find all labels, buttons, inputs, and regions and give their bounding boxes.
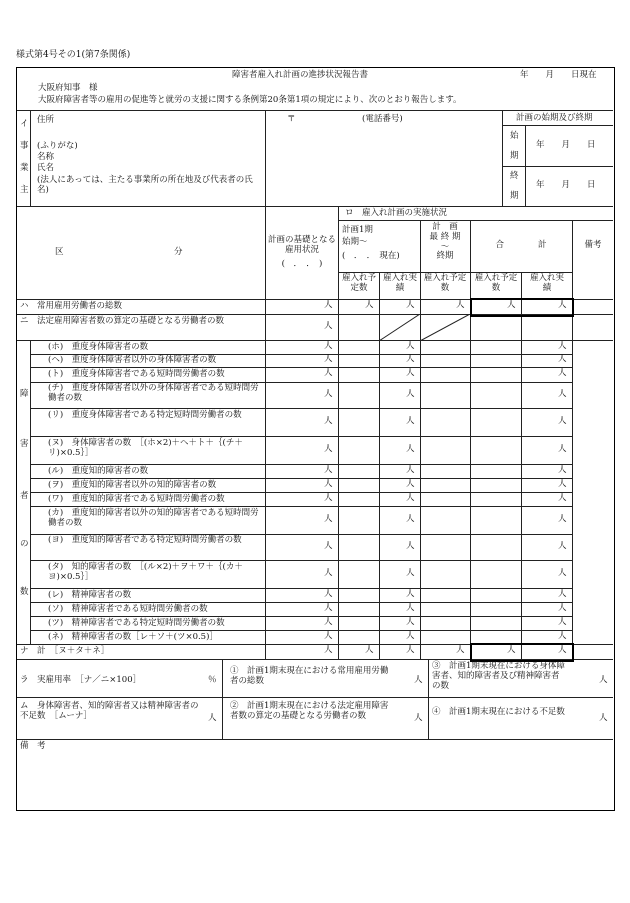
percent-sign: ％ (208, 675, 217, 685)
row-ni-label: ニ 法定雇用障害者数の算定の基礎となる労働者の数 (20, 316, 225, 326)
addressee: 大阪府知事 様 (38, 83, 98, 93)
unit-marker: 人 (324, 479, 333, 489)
unit-marker: 人 (558, 493, 567, 503)
unit-marker: 人 (406, 389, 415, 399)
last-period-header: 計 画 最 終 期 ～ 終期 (429, 222, 461, 262)
q4-unit: 人 (599, 713, 608, 723)
unit-marker: 人 (558, 368, 567, 378)
q3-label: ③ 計画1期末現在における身体障害者、知的障害者及び精神障害者の数 (432, 661, 565, 691)
unit-marker: 人 (406, 354, 415, 364)
date-line: 年 月 日現在 (520, 70, 597, 80)
diagonal-slash-1 (379, 314, 421, 341)
mu-unit: 人 (208, 713, 217, 723)
row-he-label: (ヘ) 重度身体障害者以外の身体障害者の数 (48, 355, 217, 365)
unit-marker: 人 (406, 300, 415, 310)
form-id: 様式第4号その1(第7条関係) (16, 50, 131, 60)
unit-marker: 人 (324, 389, 333, 399)
unit-marker: 人 (406, 416, 415, 426)
side-gyo: 業 (20, 163, 29, 173)
row-nu-label: (ヌ) 身体障害者の数 ［(ホ×2)＋ヘ＋ト＋｛(チ＋リ)×0.5｝］ (48, 438, 243, 458)
unit-marker: 人 (406, 603, 415, 613)
row-to-label: (ト) 重度身体障害者である短時間労働者の数 (48, 369, 225, 379)
unit-marker: 人 (324, 568, 333, 578)
unit-marker: 人 (324, 354, 333, 364)
biko-label: 備 考 (20, 741, 46, 751)
q3-unit: 人 (599, 675, 608, 685)
planned-col-3: 雇入れ予定数 (474, 273, 518, 293)
unit-marker: 人 (324, 341, 333, 351)
unit-marker: 人 (507, 645, 516, 655)
unit-marker: 人 (406, 341, 415, 351)
row-ru-label: (ル) 重度知的障害者の数 (48, 466, 149, 476)
period-header: 計画の始期及び終期 (516, 113, 593, 123)
postal-mark: 〒 (287, 114, 296, 124)
row-ka-label: (カ) 重度知的障害者以外の知的障害者である短時間労働者の数 (48, 508, 259, 528)
unit-marker: 人 (406, 631, 415, 641)
side-i: イ (20, 119, 29, 129)
start-label-1: 始 (510, 131, 519, 141)
unit-marker: 人 (406, 568, 415, 578)
unit-marker: 人 (406, 444, 415, 454)
planned-col-1: 雇入れ予定数 (341, 273, 376, 293)
page-title: 障害者雇入れ計画の進捗状況報告書 (232, 70, 369, 80)
row-ne-label: (ネ) 精神障害者の数［レ＋ソ＋(ツ×0.5)］ (48, 632, 218, 642)
side-sho: 障 (20, 389, 29, 399)
row-ho-label: (ホ) 重度身体障害者の数 (48, 342, 149, 352)
row-re-label: (レ) 精神障害者の数 (48, 590, 132, 600)
end-label-2: 期 (510, 191, 519, 201)
side-gai: 害 (20, 439, 29, 449)
unit-marker: 人 (406, 541, 415, 551)
status-header: ロ 雇入れ計画の実施状況 (345, 208, 448, 218)
person-name-label: 氏名 (37, 163, 55, 173)
row-wa-label: (ワ) 重度知的障害者である短時間労働者の数 (48, 494, 225, 504)
row-chi-label: (チ) 重度身体障害者以外の身体障害者である短時間労働者の数 (48, 383, 259, 403)
unit-marker: 人 (558, 444, 567, 454)
unit-marker: 人 (365, 300, 374, 310)
q4-label: ④ 計画1期末現在における不足数 (432, 707, 565, 717)
side-ji: 事 (20, 141, 29, 151)
unit-marker: 人 (558, 541, 567, 551)
unit-marker: 人 (558, 341, 567, 351)
unit-marker: 人 (558, 416, 567, 426)
unit-marker: 人 (324, 493, 333, 503)
basis-date: ( ． ． ) (281, 259, 323, 269)
ra-label: ラ 実雇用率 ［ナ／ニ×100］ (20, 675, 142, 685)
unit-marker: 人 (324, 617, 333, 627)
unit-marker: 人 (324, 631, 333, 641)
intro-text: 大阪府障害者等の雇用の促進等と就労の支援に関する条例第20条第1項の規定により、次のとおり報告します。 (38, 95, 462, 105)
unit-marker: 人 (406, 589, 415, 599)
row-ta-label: (タ) 知的障害者の数 ［(ル×2)＋ヲ＋ワ＋｛(カ＋ヨ)×0.5｝］ (48, 562, 243, 582)
unit-marker: 人 (406, 368, 415, 378)
unit-marker: 人 (406, 465, 415, 475)
unit-marker: 人 (324, 321, 333, 331)
diagonal-slash-2 (420, 314, 471, 341)
unit-marker: 人 (406, 645, 415, 655)
remarks-header: 備考 (584, 240, 602, 250)
row-ha-label: ハ 常用雇用労働者の総数 (20, 301, 123, 311)
company-name-label: 名称 (37, 152, 55, 162)
unit-marker: 人 (558, 589, 567, 599)
corp-note: (法人にあっては、主たる事業所の所在地及び代表者の氏名) (37, 175, 253, 195)
unit-marker: 人 (324, 589, 333, 599)
q2-label: ② 計画1期末現在における法定雇用障害者数の算定の基礎となる労働者の数 (230, 701, 389, 721)
plan-start-label: 始期～ (342, 237, 368, 247)
unit-marker: 人 (324, 603, 333, 613)
unit-marker: 人 (406, 514, 415, 524)
q1-unit: 人 (414, 675, 423, 685)
row-yo-label: (ヨ) 重度知的障害者である特定短時間労働者の数 (48, 535, 242, 545)
unit-marker: 人 (558, 389, 567, 399)
unit-marker: 人 (324, 368, 333, 378)
unit-marker: 人 (558, 645, 567, 655)
unit-marker: 人 (558, 514, 567, 524)
end-ymd: 年 月 日 (536, 180, 596, 190)
unit-marker: 人 (558, 465, 567, 475)
unit-marker: 人 (456, 300, 465, 310)
unit-marker: 人 (406, 479, 415, 489)
side-sha: 者 (20, 491, 29, 501)
category-header: 区 分 (55, 247, 183, 257)
plan-current-label: ( ． ． 現在) (342, 251, 400, 261)
end-label-1: 終 (510, 171, 519, 181)
row-wo-label: (ヲ) 重度知的障害者以外の知的障害者の数 (48, 480, 217, 490)
actual-col-1: 雇入れ実 績 (382, 273, 426, 293)
unit-marker: 人 (406, 617, 415, 627)
row-na-label: ナ 計 ［ヌ＋タ＋ネ］ (20, 646, 110, 656)
row-tsu-label: (ツ) 精神障害者である特定短時間労働者の数 (48, 618, 225, 628)
side-shu: 主 (20, 185, 29, 195)
unit-marker: 人 (365, 645, 374, 655)
unit-marker: 人 (406, 493, 415, 503)
start-ymd: 年 月 日 (536, 140, 596, 150)
start-label-2: 期 (510, 151, 519, 161)
unit-marker: 人 (558, 354, 567, 364)
planned-col-2: 雇入れ予定数 (423, 273, 467, 293)
total-header: 合 計 (495, 240, 547, 250)
unit-marker: 人 (507, 300, 516, 310)
side-no: の (20, 539, 29, 549)
unit-marker: 人 (324, 416, 333, 426)
furigana-label: (ふりがな) (37, 141, 78, 151)
unit-marker: 人 (558, 603, 567, 613)
mu-label: ム 身体障害者、知的障害者又は精神障害者の不足数 ［ムーナ］ (20, 701, 199, 721)
row-ri-label: (リ) 重度身体障害者である特定短時間労働者の数 (48, 410, 242, 420)
unit-marker: 人 (324, 645, 333, 655)
plan-period-label: 計画1期 (342, 225, 373, 235)
unit-marker: 人 (558, 479, 567, 489)
address-label: 住所 (37, 115, 55, 125)
side-kazu: 数 (20, 587, 29, 597)
unit-marker: 人 (324, 444, 333, 454)
unit-marker: 人 (558, 617, 567, 627)
basis-header: 計画の基礎となる雇用状況 (268, 235, 337, 255)
unit-marker: 人 (324, 465, 333, 475)
unit-marker: 人 (456, 645, 465, 655)
q1-label: ① 計画1期末現在における常用雇用労働者の総数 (230, 666, 389, 686)
q2-unit: 人 (414, 713, 423, 723)
phone-label: (電話番号) (362, 114, 403, 124)
row-so-label: (ソ) 精神障害者である短時間労働者の数 (48, 604, 208, 614)
unit-marker: 人 (558, 631, 567, 641)
unit-marker: 人 (558, 568, 567, 578)
unit-marker: 人 (324, 541, 333, 551)
actual-col-3: 雇入れ実 績 (529, 273, 573, 293)
unit-marker: 人 (324, 300, 333, 310)
unit-marker: 人 (324, 514, 333, 524)
unit-marker: 人 (558, 300, 567, 310)
